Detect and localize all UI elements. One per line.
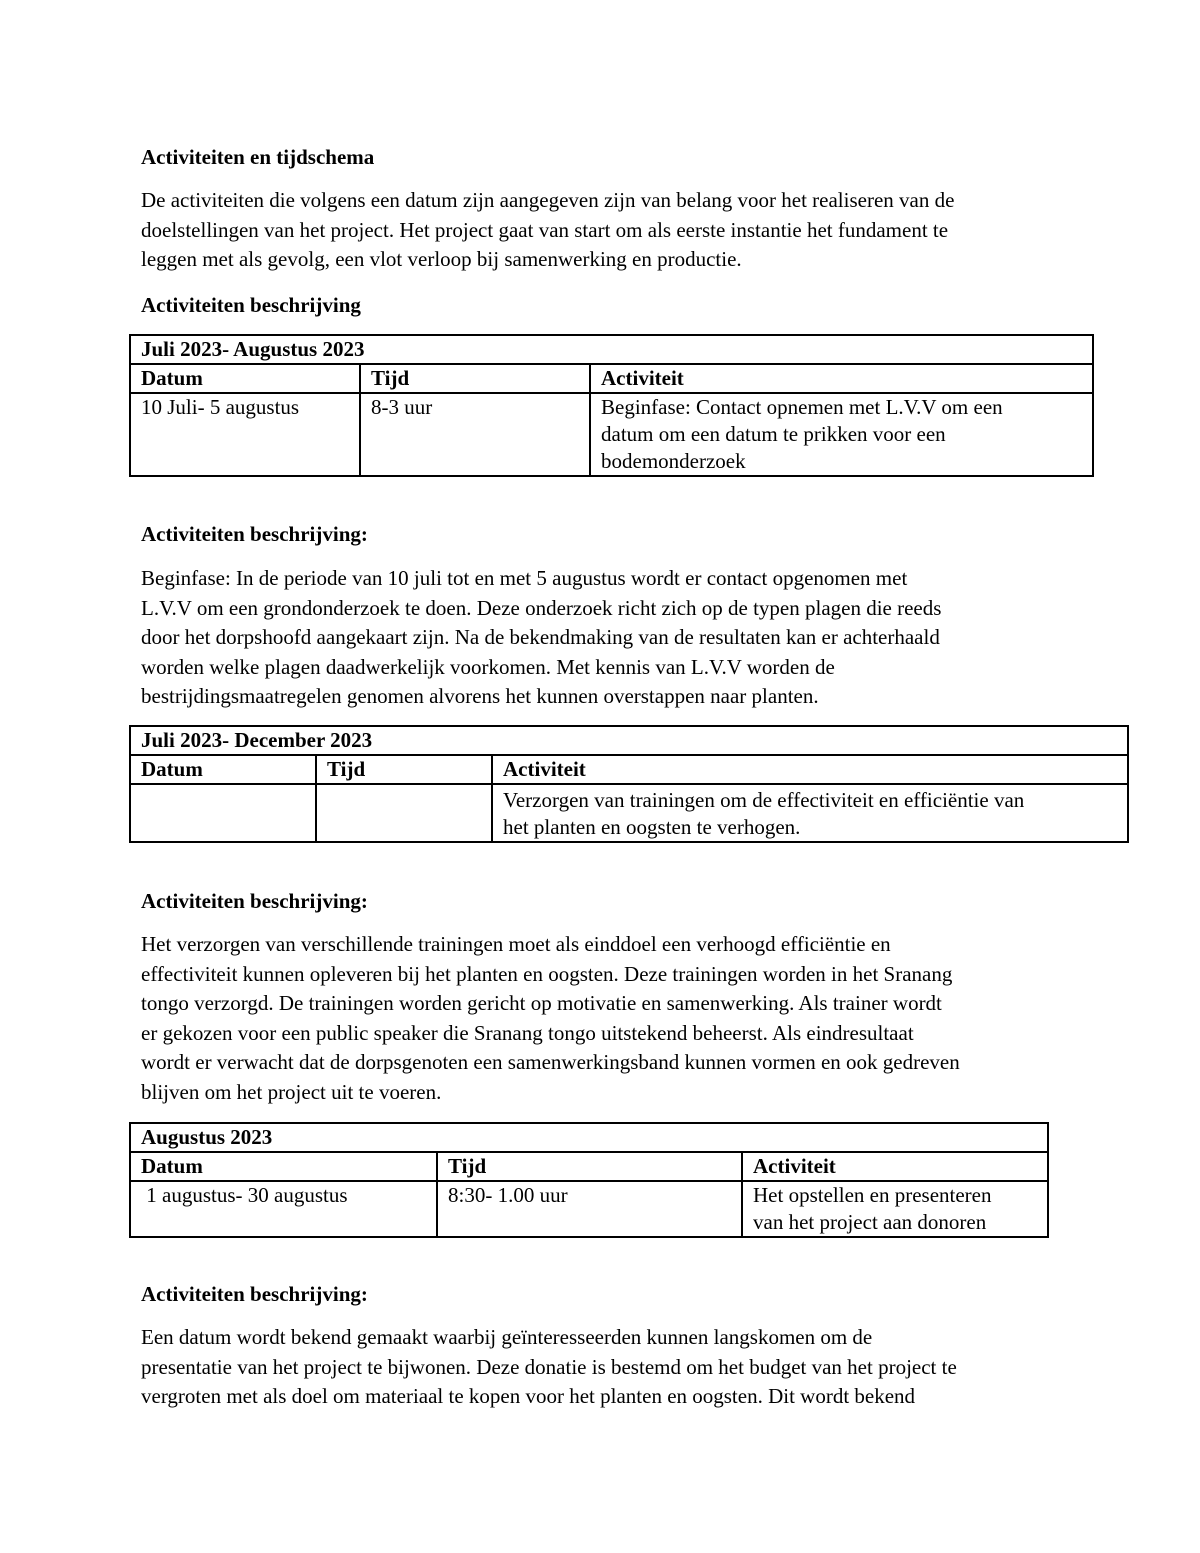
table-header-row: [130, 364, 1093, 393]
cell-activiteit: [742, 1181, 1048, 1237]
table-title-row: [130, 726, 1128, 755]
cell-tijd: [316, 784, 492, 842]
paragraph-line: blijven om het project uit te voeren.: [141, 1079, 442, 1104]
column-header-tijd: Tijd: [360, 364, 590, 393]
schedule-table-3: [129, 1122, 1049, 1238]
schedule-table-1: [129, 334, 1094, 477]
cell-datum: [130, 784, 316, 842]
description-paragraph-2: [141, 930, 960, 1108]
paragraph-line: L.V.V om een grondonderzoek te doen. Deze onderzoek richt zich op de typen plagen die reeds: [141, 595, 942, 620]
description-paragraph-3: [141, 1323, 957, 1412]
activities-description-heading: Activiteiten beschrijving:: [141, 1282, 368, 1306]
column-header-datum: Datum: [130, 755, 316, 784]
paragraph-line: vergroten met als doel om materiaal te kopen voor het planten en oogsten. Dit wordt bekend: [141, 1384, 916, 1409]
description-paragraph-1: [141, 564, 941, 712]
table-header-row: [130, 1152, 1048, 1181]
cell-activiteit-line: van het project aan donoren: [753, 1210, 987, 1234]
paragraph-line: bestrijdingsmaatregelen genomen alvorens het kunnen overstappen naar planten.: [141, 684, 819, 709]
table-header-row: [130, 755, 1128, 784]
column-header-tijd: Tijd: [316, 755, 492, 784]
intro-line: De activiteiten die volgens een datum zijn aangegeven zijn van belang voor het realiseren van de: [141, 188, 955, 212]
column-header-activiteit: Activiteit: [492, 755, 1128, 784]
column-header-datum: Datum: [130, 364, 360, 393]
cell-activiteit-line: het planten en oogsten te verhogen.: [503, 815, 801, 839]
table-row: [130, 1181, 1048, 1237]
intro-line: doelstellingen van het project. Het project gaat van start om als eerste instantie het fundament te: [141, 217, 949, 242]
cell-activiteit: [590, 393, 1093, 476]
paragraph-line: presentatie van het project te bijwonen. Deze donatie is bestemd om het budget van het project te: [141, 1354, 957, 1379]
cell-activiteit-line: bodemonderzoek: [601, 449, 746, 473]
cell-activiteit-line: Verzorgen van trainingen om de effectiviteit en efficiëntie van: [503, 788, 1025, 812]
intro-line: leggen met als gevolg, een vlot verloop bij samenwerking en productie.: [141, 247, 742, 272]
table-title: Juli 2023- Augustus 2023: [130, 335, 1093, 364]
cell-datum: 10 Juli- 5 augustus: [130, 393, 360, 476]
paragraph-line: Het verzorgen van verschillende trainingen moet als einddoel een verhoogd efficiëntie en: [141, 932, 891, 956]
table-title: Augustus 2023: [130, 1123, 1048, 1152]
cell-tijd: 8:30- 1.00 uur: [437, 1181, 742, 1237]
cell-activiteit-line: Beginfase: Contact opnemen met L.V.V om een: [601, 395, 1003, 419]
cell-activiteit: [492, 784, 1128, 842]
cell-datum: 1 augustus- 30 augustus: [130, 1181, 437, 1237]
paragraph-line: er gekozen voor een public speaker die Sranang tongo uitstekend beheerst. Als eindresultaat: [141, 1020, 914, 1045]
cell-activiteit-line: datum om een datum te prikken voor een: [601, 422, 946, 446]
paragraph-line: effectiviteit kunnen opleveren bij het planten en oogsten. Deze trainingen worden in het Sranang: [141, 961, 953, 986]
activities-heading: Activiteiten beschrijving: [141, 293, 361, 317]
cell-tijd: 8-3 uur: [360, 393, 590, 476]
table-row: [130, 393, 1093, 476]
table-title-row: [130, 335, 1093, 364]
cell-activiteit-line: Het opstellen en presenteren: [753, 1183, 992, 1207]
paragraph-line: wordt er verwacht dat de dorpsgenoten een samenwerkingsband kunnen vormen en ook gedreven: [141, 1050, 960, 1075]
paragraph-line: door het dorpshoofd aangekaart zijn. Na de bekendmaking van de resultaten kan er achterhaald: [141, 625, 940, 650]
column-header-activiteit: Activiteit: [590, 364, 1093, 393]
activities-description-heading: Activiteiten beschrijving:: [141, 522, 368, 546]
paragraph-line: Een datum wordt bekend gemaakt waarbij geïnteresseerden kunnen langskomen om de: [141, 1325, 873, 1349]
table-title: Juli 2023- December 2023: [130, 726, 1128, 755]
column-header-datum: Datum: [130, 1152, 437, 1181]
activities-description-heading: Activiteiten beschrijving:: [141, 889, 368, 913]
column-header-tijd: Tijd: [437, 1152, 742, 1181]
section-title: Activiteiten en tijdschema: [141, 145, 375, 169]
intro-paragraph: [141, 186, 954, 275]
paragraph-line: tongo verzorgd. De trainingen worden gericht op motivatie en samenwerking. Als trainer wordt: [141, 991, 942, 1016]
column-header-activiteit: Activiteit: [742, 1152, 1048, 1181]
table-title-row: [130, 1123, 1048, 1152]
paragraph-line: Beginfase: In de periode van 10 juli tot en met 5 augustus wordt er contact opgenomen met: [141, 566, 908, 590]
paragraph-line: worden welke plagen daadwerkelijk voorkomen. Met kennis van L.V.V worden de: [141, 654, 835, 679]
table-row: [130, 784, 1128, 842]
schedule-table-2: [129, 725, 1129, 843]
